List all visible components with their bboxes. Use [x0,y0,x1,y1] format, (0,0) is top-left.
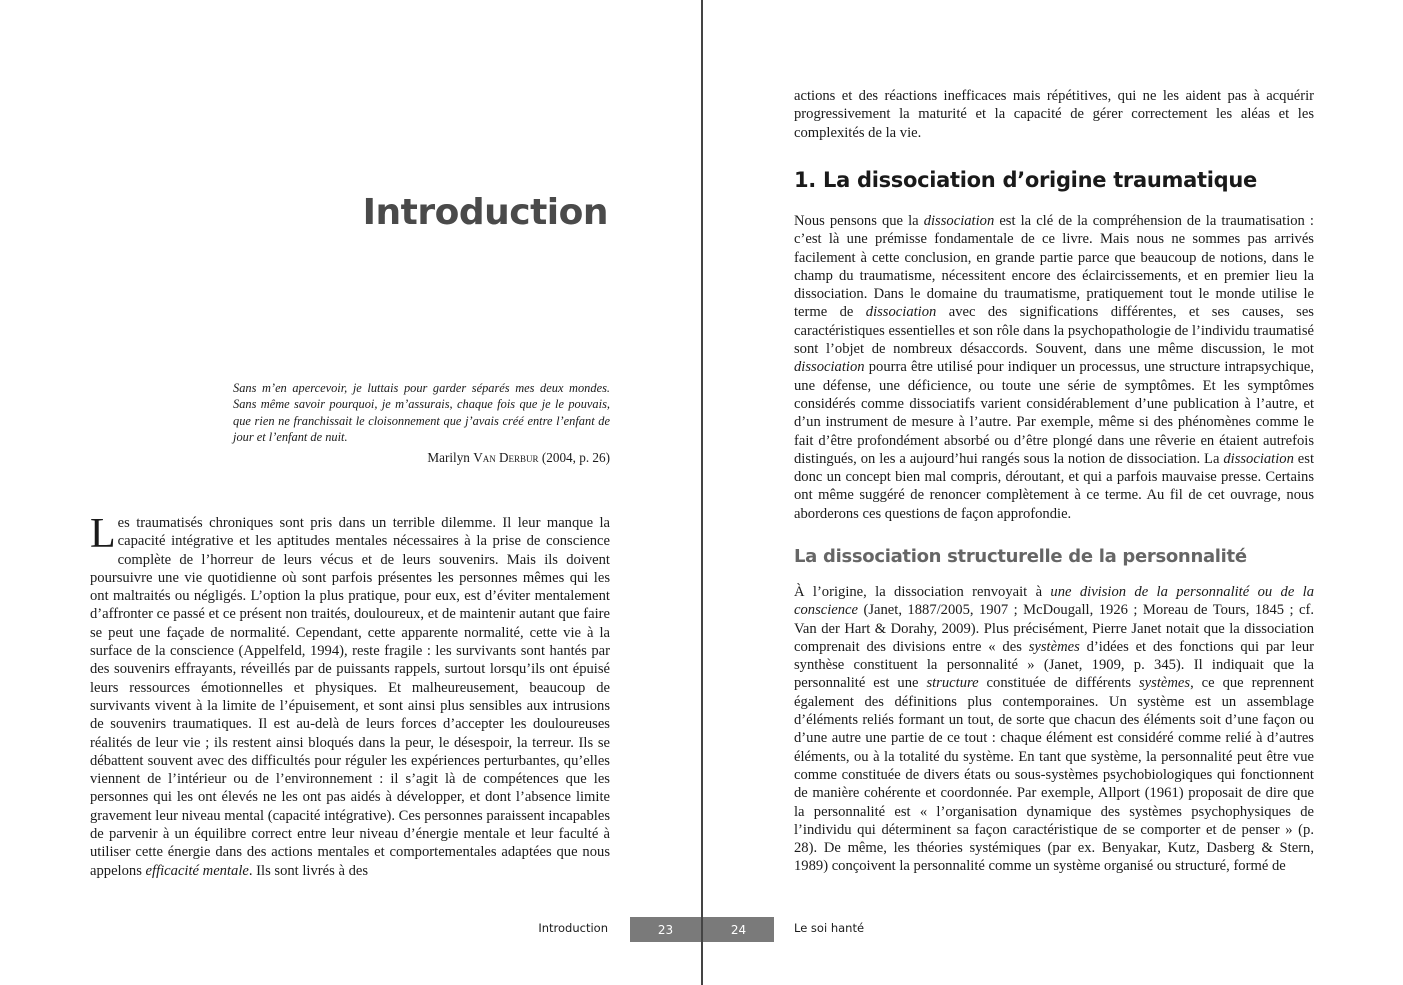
para1-text-3: avec des significations différentes, et ses causes, ses caractéristiques essentielles et son rôle dans la psychopathologie de l’individu traumatisé sont l’objet de nombreux désaccords. Souvent, dans une même discussion, le mot [794,304,1314,358]
subsection-heading: La dissociation structurelle de la personnalité [794,546,1247,567]
page-number-left: 23 [630,917,701,942]
intro-paragraph [90,511,610,880]
epigraph-author-last: Van Derbur [473,449,539,465]
para2-text-4: constituée de différents [978,675,1139,692]
para1-text-1: Nous pensons que la [794,213,924,229]
chapter-title: Introduction [362,192,608,233]
para2-emphasis-3: structure [926,675,979,692]
para1-emphasis-2: dissociation [865,304,937,321]
para1-emphasis-3: dissociation [794,359,865,376]
right-page [703,0,1403,985]
running-footer-left: Introduction [538,921,608,935]
running-footer-right: Le soi hanté [794,921,865,935]
para2-emphasis-4: systèmes [1139,675,1191,692]
left-page [0,0,701,985]
para2-text-3: d’idées et des fonctions qui par leur synthèse constituent la personnalité » (Janet, 1909, p. 345). Il indiquait que la personnalité est une [794,638,1314,692]
para2-text-1: À l’origine, la dissociation renvoyait à [794,584,1051,600]
intro-text: es traumatisés chroniques sont pris dans un terrible dilemme. Il leur manque la capacité intégrative et les aptitudes mentales nécessaires à la prise de conscience complète de l’horreur de leurs vécus et de leurs souvenirs. Mais ils doivent poursuivre une vie quotidienne où sont parfois présentes les personnes mêmes qui les ont maltraités ou négligés. L’option la plus pratique, pour eux, est d’éviter mentalement d’affronter ce passé et ce présent non traités, douloureux, et de maintenir autant que faire se peut une façade de normalité. Cependant, cette apparente normalité, cette vie à la surface de la conscience (Appelfeld, 1994), reste fragile : les survivants sont hantés par des souvenirs effrayants, réveillés par de puissants rappels, surtout lorsqu’ils ont épuisé leurs ressources émotionnelles et physiques. Et malheureusement, beaucoup de survivants vivent à la limite de l’épuisement, et sont ainsi plus sensibles aux intrusions de souvenirs traumatiques. Il est au-delà de leurs forces d’accepter les douloureuses réalités de leur vie ; ils restent ainsi bloqués dans la peur, le désespoir, la terreur. Ils se débattent souvent avec des difficultés pour réguler les expériences perturbantes, qu’elles viennent de l’intérieur ou de l’environnement : il s’agit là de compétences que les personnes qui les ont élevés ne les ont pas aidés à développer, et dont l’absence limite gravement leur niveau mental (capacité intégrative). Ces personnes paraissent incapables de parvenir à un équilibre correct entre leur niveau d’énergie mentale et leur faculté à utiliser cette énergie dans des actions mentales et comportementales adaptées que nous appelons [90,515,610,879]
epigraph-quote: Sans m’en apercevoir, je luttais pour garder séparés mes deux mondes. Sans même savoir pourquoi, je m’assurais, chaque fois que je le pouvais, que rien ne franchissait le cloisonnement que j’avais créé entre l’enfant de jour et l’enfant de nuit. [233,381,610,445]
para2-text-2: (Janet, 1887/2005, 1907 ; McDougall, 1926 ; Moreau de Tours, 1845 ; cf. Van der Hart & Dorahy, 2009). Plus précisément, Pierre Janet notait que la dissociation comprenait des divisions entre « des [794,602,1314,655]
para2-emphasis-1: une division de la personnalité ou de la conscience [794,584,1314,619]
epigraph [233,380,610,466]
para1-emphasis-4: dissociation [1223,450,1294,467]
para1-emphasis-1: dissociation [923,213,995,229]
epigraph-attribution [233,450,610,466]
epigraph-author-first: Marilyn [427,449,474,465]
page-number-right: 24 [703,917,774,942]
drop-cap: L [90,511,116,557]
para1-text-4: pourra être utilisé pour indiquer un processus, une structure intrapsychique, une défense, une déficience, ou toute une série de symptômes. Et les symptômes considérés comme dissociatifs varient considérablement d’une publication à l’autre, et d’un instrument de mesure à l’autre. Par exemple, même si des phénomènes comme le fait d’être profondément absorbé ou d’être plongé dans une rêverie en étaient autrefois distingués, on les a aujourd’hui rangés sous la notion de dissociation. La [794,359,1314,467]
intro-text-end: . Ils sont livrés à des [248,862,369,879]
para2-emphasis-2: systèmes [1028,638,1080,655]
section-paragraph [794,212,1314,523]
subsection-paragraph [794,583,1314,876]
section-heading: 1. La dissociation d’origine traumatique [794,168,1257,192]
epigraph-citation: (2004, p. 26) [538,449,610,465]
intro-emphasis: efficacité mentale [145,862,249,879]
para1-text-2: est la clé de la compréhension de la traumatisation : c’est là une prémisse fondamentale de ce livre. Mais nous ne sommes pas arrivés facilement à cette conclusion, en grande partie parce que beaucoup de notions, dans le champ du traumatisme, nécessitent encore des éclaircissements, et en premier lieu la dissociation. Dans le domaine du traumatisme, pratiquement tout le monde utilise le terme de [794,213,1314,321]
para1-text-5: est donc un concept bien mal compris, déroutant, et qui a parfois mauvaise presse. Certains ont même suggéré de renoncer complètement à ce terme. Au fil de cet ouvrage, nous aborderons ces questions de façon approfondie. [794,450,1314,522]
continuation-paragraph: actions et des réactions inefficaces mais répétitives, qui ne les aident pas à acquérir progressivement la maturité et la capacité de gérer correctement les aléas et les complexités de la vie. [794,88,1314,141]
para2-text-5: , ce que reprennent également des définitions plus contemporaines. Un système est un assemblage d’éléments reliés formant un tout, de sorte que chacun des éléments soit d’une façon ou d’une autre une partie de ce tout : chaque élément est considéré comme relié à d’autres éléments, ou à la totalité du système. En tant que système, la personnalité peut être vue comme constituée de divers états ou sous-systèmes psychobiologiques qui fonctionnent de manière cohérente et coordonnée. Par exemple, Allport (1961) proposait de dire que la personnalité est « l’organisation dynamique des systèmes psychophysiques de l’individu qui déterminent sa façon caractéristique de se comporter et de penser » (p. 28). De même, les théories systémiques (par ex. Benyakar, Kutz, Dasberg & Stern, 1989) conçoivent la personnalité comme un système organisé ou structuré, formé de [794,675,1314,875]
